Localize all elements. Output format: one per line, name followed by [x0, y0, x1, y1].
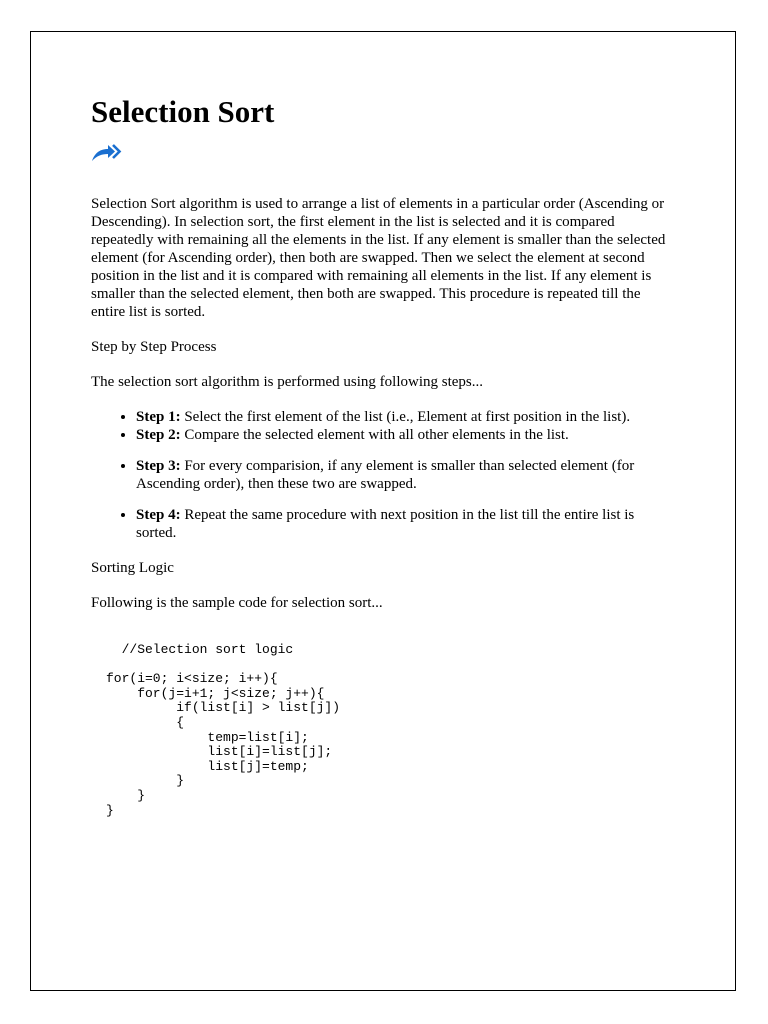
step-text: Select the first element of the list (i.e., Element at first position in the list).: [180, 409, 631, 425]
document-page: [30, 31, 736, 991]
step-label: Step 2:: [136, 427, 181, 443]
forward-arrows-icon: [91, 142, 123, 164]
list-item: [136, 506, 671, 542]
step-label: Step 1:: [136, 409, 181, 425]
list-item: [136, 426, 671, 444]
process-intro: The selection sort algorithm is performed using following steps...: [91, 374, 484, 390]
code-block: //Selection sort logic for(i=0; i<size; i++){ for(j=i+1; j<size; j++){ if(list[i] > list[j]) { temp=list[i]; list[i]=list[j]; list[j]=temp; } } }: [106, 642, 341, 818]
steps-list: [91, 408, 671, 542]
logic-intro: Following is the sample code for selection sort...: [91, 595, 383, 611]
step-label: Step 3:: [136, 458, 181, 474]
step-label: Step 4:: [136, 507, 181, 523]
list-item: [136, 457, 671, 493]
step-text: For every comparision, if any element is smaller than selected element (for Ascending order), then these two are swapped.: [136, 458, 635, 492]
section-heading-process: Step by Step Process: [91, 339, 217, 355]
intro-paragraph: Selection Sort algorithm is used to arrange a list of elements in a particular order (Ascending or Descending). In selection sort, the first element in the list is selected and it is compared repeatedly with remaining all the elements in the list. If any element is smaller than the selected element (for Ascending order), then both are swapped. Then we select the element at second position in the list and it is compared with remaining all elements in the list. If any element is smaller than the selected element, then both are swapped. This procedure is repeated till the entire list is sorted.: [91, 196, 666, 320]
section-heading-logic: Sorting Logic: [91, 560, 174, 576]
step-text: Compare the selected element with all other elements in the list.: [180, 427, 569, 443]
list-item: [136, 408, 671, 426]
article-content: [91, 94, 671, 818]
page-title: Selection Sort: [91, 94, 275, 129]
step-text: Repeat the same procedure with next position in the list till the entire list is sorted.: [136, 507, 635, 541]
